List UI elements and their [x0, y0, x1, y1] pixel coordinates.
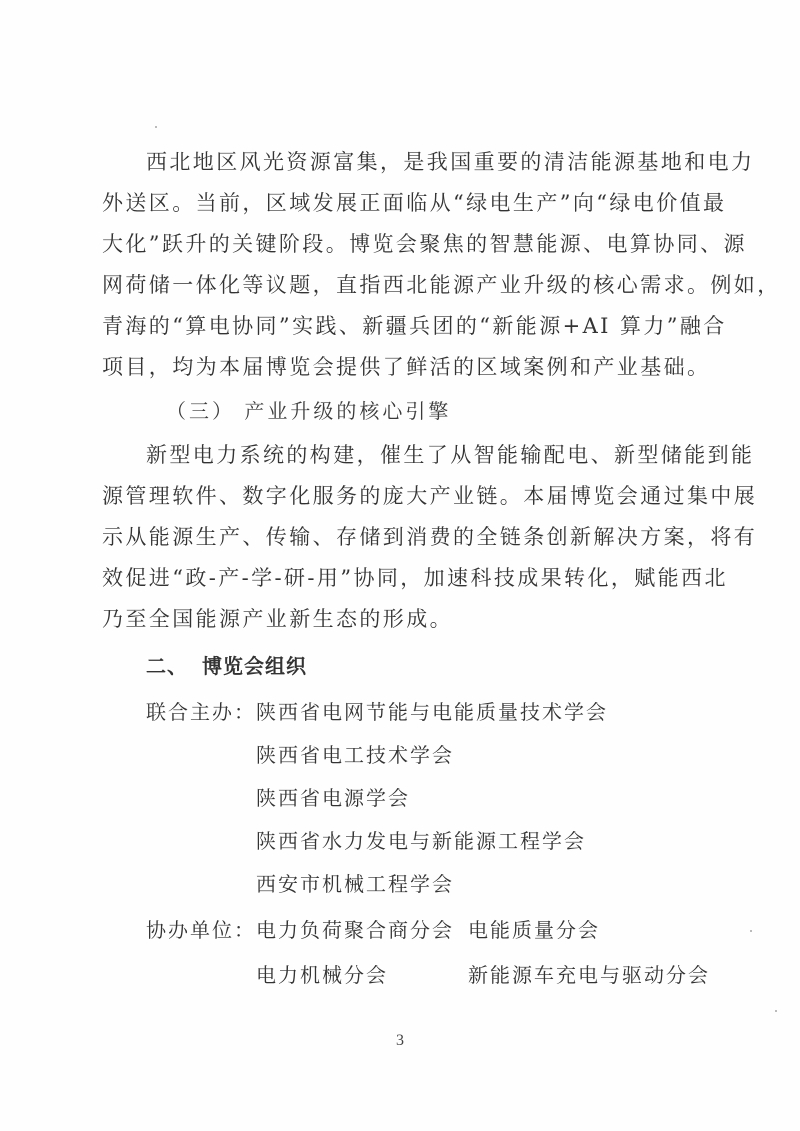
supporter-item: 新能源车充电与驱动分会 — [468, 963, 710, 987]
co-host-item: 陕西省水力发电与新能源工程学会 — [256, 829, 586, 853]
paragraph-line: 青海的“算电协同”实践、新疆兵团的“新能源+AI 算力”融合 — [102, 314, 727, 338]
supporter-item: 电能质量分会 — [468, 918, 600, 942]
paragraph-line: 网荷储一体化等议题，直指西北能源产业升级的核心需求。例如， — [102, 273, 781, 297]
paragraph-line: 外送区。当前，区域发展正面临从“绿电生产”向“绿电价值最 — [102, 191, 727, 215]
paragraph-line: 大化”跃升的关键阶段。博览会聚焦的智慧能源、电算协同、源 — [102, 232, 747, 256]
supporters-label: 协办单位： — [146, 918, 256, 942]
co-host-item: 陕西省电源学会 — [256, 786, 410, 810]
paragraph-line: 项目，均为本届博览会提供了鲜活的区域案例和产业基础。 — [102, 355, 711, 379]
supporter-item: 电力机械分会 — [256, 963, 388, 987]
section-number: 二、 — [146, 654, 188, 678]
co-hosts-label: 联合主办： — [146, 700, 256, 724]
paragraph-line: 效促进“政-产-学-研-用”协同，加速科技成果转化，赋能西北 — [102, 566, 728, 590]
paragraph-line: 西北地区风光资源富集，是我国重要的清洁能源基地和电力 — [146, 150, 755, 174]
scan-speck — [155, 126, 157, 128]
section-heading-organization — [146, 652, 766, 680]
section-title: 博览会组织 — [202, 654, 307, 678]
scan-speck — [775, 1010, 777, 1012]
page-number: 3 — [396, 1032, 404, 1049]
co-host-item: 陕西省电工技术学会 — [256, 743, 454, 767]
paragraph-line: 乃至全国能源产业新生态的形成。 — [102, 607, 453, 631]
paragraph-line: 新型电力系统的构建，催生了从智能输配电、新型储能到能 — [146, 443, 755, 467]
paragraph-line: 示从能源生产、传输、存储到消费的全链条创新解决方案，将有 — [102, 525, 758, 549]
paragraph-line: 源管理软件、数字化服务的庞大产业链。本届博览会通过集中展 — [102, 484, 758, 508]
scan-speck — [750, 930, 752, 932]
supporter-item: 电力负荷聚合商分会 — [256, 918, 454, 942]
co-host-item: 陕西省电网节能与电能质量技术学会 — [256, 700, 608, 724]
subheading-core-engine: （三） 产业升级的核心引擎 — [166, 399, 452, 423]
co-host-item: 西安市机械工程学会 — [256, 872, 454, 896]
